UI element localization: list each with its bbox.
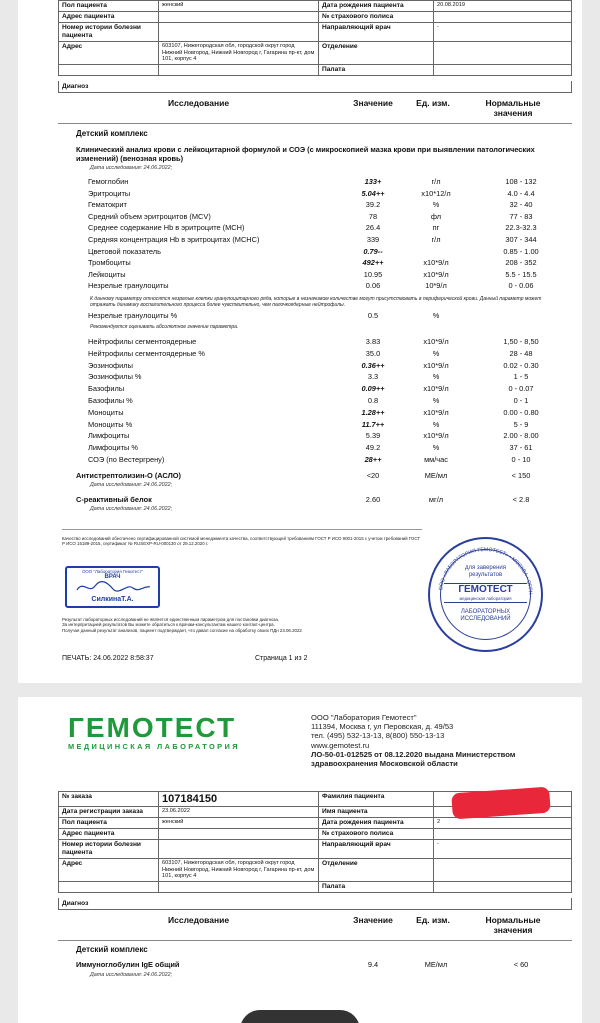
immature-note: К данному параметру относятся незрелые клетки гранулоцитарного ряда, которые в незначимом количестве могут присутствовать в периферической крови. Данный параметр может отражать динамику воспалительного процесса более чувствительно, чем палочкоядерные нейтрофилы. xyxy=(90,296,542,308)
result-row xyxy=(88,454,558,465)
result-row xyxy=(88,269,558,280)
result-value: 0.79-- xyxy=(363,246,383,256)
page-number: Страница 1 из 2 xyxy=(255,655,308,662)
info-label: № заказа xyxy=(59,792,159,807)
info-label: Пол пациента xyxy=(59,1,159,12)
result-unit: фл xyxy=(430,211,442,221)
col-ref: Нормальные значения xyxy=(485,915,541,935)
info-value xyxy=(159,12,319,23)
info-label: Номер истории болезни пациента xyxy=(59,840,159,859)
result-row xyxy=(88,211,558,222)
result-name: Эозинофилы xyxy=(88,360,133,370)
ige-row: Иммуноглобулин IgE общий 9.4 МЕ/мл < 60 xyxy=(76,960,529,969)
result-row xyxy=(88,257,558,268)
result-name: Гемоглобин xyxy=(88,177,129,186)
info-label: Адрес xyxy=(59,859,159,882)
result-ref: 0 - 0.07 xyxy=(508,384,534,394)
result-row xyxy=(88,430,558,441)
result-name: Базофилы % xyxy=(88,396,133,405)
result-ref: 0 - 0.06 xyxy=(508,281,534,291)
result-unit: % xyxy=(432,372,440,382)
info-value xyxy=(159,23,319,42)
info-value: женский xyxy=(159,1,319,12)
result-name: Цветовой показатель xyxy=(88,246,161,256)
info-value xyxy=(159,840,319,859)
result-unit: x10*9/л xyxy=(423,360,449,370)
result-row xyxy=(88,407,558,418)
info-value xyxy=(159,64,319,75)
result-ref: 28 - 48 xyxy=(509,348,533,358)
result-row xyxy=(88,234,558,245)
result-ref: 0 - 10 xyxy=(511,455,531,464)
cbc-date: Дата исследования: 24.06.2022; xyxy=(90,165,173,171)
result-name: Лейкоциты xyxy=(88,269,126,279)
disclaimer: Результат лабораторных исследований не является единственным параметром для постановки диагноза. За интерпретацией результатов Вы можете обратиться к врачам-консультантам нашего контакт-центра. Получая данный результат анализов, пациент подтверждает, что давал согласие на обработку своих ПДн 23.06.2022 xyxy=(62,617,302,633)
result-ref: 77 - 83 xyxy=(509,211,533,221)
gemotest-logo: ГЕМОТЕСТ МЕДИЦИНСКАЯ ЛАБОРАТОРИЯ xyxy=(68,712,240,751)
recommend-note: Рекомендуется оценивать абсолютное значение параметра. xyxy=(90,324,239,330)
info-value: 2 xyxy=(434,818,572,829)
result-name: СОЭ (по Вестергрену) xyxy=(88,455,165,464)
diagnosis-field: Диагноз xyxy=(58,898,572,910)
info-label: Палата xyxy=(319,881,434,892)
results-column-header xyxy=(58,913,572,941)
result-value: 49.2 xyxy=(365,443,381,453)
result-unit: x10*9/л xyxy=(423,337,449,346)
result-value: 39.2 xyxy=(365,200,381,210)
result-name: Эритроциты xyxy=(88,188,131,198)
col-ref: Нормальные значения xyxy=(485,98,541,118)
result-row xyxy=(88,280,558,291)
results-column-header xyxy=(58,96,572,124)
info-row xyxy=(59,23,572,42)
result-value: 5.04++ xyxy=(361,188,385,198)
col-unit: Ед. изм. xyxy=(416,915,450,925)
info-value xyxy=(434,42,572,65)
lab-address: ООО "Лаборатория Гемотест" 111394, Москва г, ул Перовская, д. 49/53 тел. (495) 532-13-13, 8(800) 550-13-13 www.gemotest.ru ЛО-50-01-012525 от 08.12.2020 выдана Министерством здравоохранения Московской области xyxy=(311,713,516,769)
result-ref: 0.85 - 1.00 xyxy=(503,246,539,256)
crp-row: С-реактивный белок 2.60 мг/л < 2.8 xyxy=(76,495,530,504)
result-unit: мм/час xyxy=(424,455,448,464)
result-value: 1.28++ xyxy=(361,407,385,417)
quality-text: Качество исследований обеспечено сертифицированной системой менеджмента качества, соответствующей требованиям ГОСТ Р ИСО 9001-2015 с учетом требований ГОСТ Р ИСО 15189-2015, сертификат № RUSEXP-RU-000130 от 29.12.2020 г. xyxy=(62,536,421,547)
print-timestamp: ПЕЧАТЬ: 24.06.2022 8:58:37 xyxy=(62,655,154,662)
result-name: Лимфоциты % xyxy=(88,443,138,453)
result-row xyxy=(88,360,558,371)
result-name: Лимфоциты xyxy=(88,431,130,441)
result-value: 492++ xyxy=(362,258,384,268)
result-value: 35.0 xyxy=(365,348,381,358)
result-name: Эозинофилы % xyxy=(88,372,142,382)
result-unit: г/л xyxy=(431,177,441,186)
info-row xyxy=(59,12,572,23)
info-row xyxy=(59,1,572,12)
result-value: 5.39 xyxy=(365,431,381,441)
result-unit: % xyxy=(432,348,440,358)
result-ref: 2.00 - 8.00 xyxy=(503,431,539,441)
result-value: 11.7++ xyxy=(361,419,385,429)
result-unit: x10*9/л xyxy=(423,431,449,441)
info-value xyxy=(434,12,572,23)
info-row xyxy=(59,840,572,859)
info-label: Адрес пациента xyxy=(59,829,159,840)
lab-seal: ООО «ЛАБОРАТОРИЯ ГЕМОТЕСТ» • МОСКВА • ОГРН для заверения результатов ГЕМОТЕСТ медицинская лаборатория ЛАБОРАТОРНЫХ ИССЛЕДОВАНИЙ xyxy=(428,537,543,652)
col-test: Исследование xyxy=(168,915,230,925)
result-name: Тромбоциты xyxy=(88,258,131,268)
result-value: 78 xyxy=(368,211,378,221)
info-value: 603107, Нижегородская обл, городской округ город Нижний Новгород, Нижний Новгород г, Гагарина пр-кт, дом 101, корпус 4 xyxy=(159,859,319,882)
section-title: Детский комплекс xyxy=(76,945,148,954)
divider xyxy=(62,529,422,530)
aslo-row: Антистрептолизин-О (АСЛО) <20 МЕ/мл < 150 xyxy=(76,471,531,480)
result-value: 3.83 xyxy=(365,337,381,346)
result-value: 133+ xyxy=(364,177,382,186)
result-value: 0.06 xyxy=(365,281,381,291)
result-value: 0.8 xyxy=(367,396,379,405)
result-row xyxy=(88,348,558,359)
result-ref: 32 - 40 xyxy=(509,200,533,210)
result-ref: 22.3-32.3 xyxy=(505,223,537,233)
result-row xyxy=(88,336,558,347)
cbc-title: Клинический анализ крови с лейкоцитарной формулой и СОЭ (с микроскопией мазка крови при выявлении патологических изменений) (венозная кровь) xyxy=(76,145,535,163)
svg-text:ООО «ЛАБОРАТОРИЯ ГЕМОТЕСТ» • М: ООО «ЛАБОРАТОРИЯ ГЕМОТЕСТ» • МОСКВА • ОГРН xyxy=(438,546,534,595)
info-value: - xyxy=(434,23,572,42)
info-label: Дата рождения пациента xyxy=(319,818,434,829)
result-ref: 0.02 - 0.30 xyxy=(503,360,539,370)
result-ref: 307 - 344 xyxy=(505,235,537,244)
info-label: Дата регистрации заказа xyxy=(59,807,159,818)
info-row xyxy=(59,859,572,882)
info-label: Направляющий врач xyxy=(319,840,434,859)
result-name: Средняя концентрация Hb в эритроцитах (MCHC) xyxy=(88,235,260,244)
info-value: 107184150 xyxy=(159,792,319,807)
result-unit: x10*9/л xyxy=(423,407,449,417)
info-value xyxy=(434,64,572,75)
result-value: 3.3 xyxy=(367,372,379,382)
result-unit: % xyxy=(432,396,440,405)
result-row xyxy=(88,442,558,453)
result-name: Базофилы xyxy=(88,384,125,394)
result-name: Средний объем эритроцитов (MCV) xyxy=(88,211,211,221)
result-ref: 5.5 - 15.5 xyxy=(505,269,537,279)
aslo-date: Дата исследования: 24.06.2022; xyxy=(90,482,173,488)
result-unit: x10*12/л xyxy=(421,188,451,198)
result-row xyxy=(88,188,558,199)
result-value: 28++ xyxy=(364,455,382,464)
result-unit: 10*9/л xyxy=(425,281,447,291)
result-name: Нейтрофилы сегментоядерные xyxy=(88,337,197,346)
result-row xyxy=(88,371,558,382)
crp-date: Дата исследования: 24.06.2022; xyxy=(90,506,173,512)
result-ref: 5 - 9 xyxy=(513,419,529,429)
info-label: Адрес xyxy=(59,42,159,65)
info-row xyxy=(59,818,572,829)
result-value: 10.95 xyxy=(363,269,383,279)
info-row xyxy=(59,64,572,75)
col-value: Значение xyxy=(353,915,393,925)
result-value: 26.4 xyxy=(365,223,381,233)
col-value: Значение xyxy=(353,98,393,108)
result-unit: % xyxy=(432,200,440,210)
result-value: 0.36++ xyxy=(361,360,385,370)
result-ref: 108 - 132 xyxy=(505,177,537,186)
result-value: 0.09++ xyxy=(361,384,385,394)
info-label: Направляющий врач xyxy=(319,23,434,42)
info-label: Пол пациента xyxy=(59,818,159,829)
info-value: 603107, Нижегородская обл, городской округ город Нижний Новгород, Нижний Новгород г, Гагарина пр-кт, дом 101, корпус 4 xyxy=(159,42,319,65)
info-label: Имя пациента xyxy=(319,807,434,818)
col-test: Исследование xyxy=(168,98,230,108)
info-value: 23.06.2022 xyxy=(159,807,319,818)
info-row xyxy=(59,42,572,65)
info-value xyxy=(434,859,572,882)
result-ref: 1,50 - 8,50 xyxy=(503,337,539,346)
result-unit: x10*9/л xyxy=(423,384,449,394)
info-label: Дата рождения пациента xyxy=(319,1,434,12)
info-value xyxy=(434,829,572,840)
info-value xyxy=(159,881,319,892)
result-row xyxy=(88,395,558,406)
info-label: Номер истории болезни пациента xyxy=(59,23,159,42)
result-row xyxy=(88,222,558,233)
info-row xyxy=(59,829,572,840)
patient-info-table xyxy=(58,0,572,76)
info-label: № страхового полиса xyxy=(319,829,434,840)
result-row xyxy=(88,246,558,257)
info-label: Палата xyxy=(319,64,434,75)
info-label: № страхового полиса xyxy=(319,12,434,23)
result-unit: пг xyxy=(432,223,440,233)
result-name: Нейтрофилы сегментоядерные % xyxy=(88,348,205,358)
result-ref: 0.00 - 0.80 xyxy=(503,407,539,417)
result-ref: 1 - 5 xyxy=(513,372,529,382)
diagnosis-field: Диагноз xyxy=(58,81,572,93)
col-unit: Ед. изм. xyxy=(416,98,450,108)
result-unit: x10*9/л xyxy=(423,258,449,268)
info-value: 20.08.2019 xyxy=(434,1,572,12)
result-row xyxy=(88,176,558,187)
info-label: Адрес пациента xyxy=(59,12,159,23)
result-ref: 208 - 352 xyxy=(505,258,537,268)
info-value: женский xyxy=(159,818,319,829)
result-name: Моноциты % xyxy=(88,419,133,429)
result-row xyxy=(88,419,558,430)
overlay-button[interactable] xyxy=(240,1010,360,1023)
result-ref: 0 - 1 xyxy=(513,396,529,405)
result-unit: % xyxy=(432,443,440,453)
ige-date: Дата исследования: 24.06.2022; xyxy=(90,972,173,978)
section-title: Детский комплекс xyxy=(76,129,148,138)
info-label: Отделение xyxy=(319,859,434,882)
result-name: Гематокрит xyxy=(88,200,127,210)
result-value: 339 xyxy=(366,235,380,244)
info-label: Фамилия пациента xyxy=(319,792,434,807)
result-name: Среднее содержание Hb в эритроците (MCH) xyxy=(88,223,245,233)
doctor-stamp: ООО "Лаборатория Гемотест" ВРАЧ СилкинаТ.А. xyxy=(65,566,160,608)
result-unit: x10*9/л xyxy=(423,269,449,279)
result-ref: 37 - 61 xyxy=(509,443,533,453)
signature-icon xyxy=(73,580,153,594)
result-row: Незрелые гранулоциты % 0.5 % xyxy=(88,311,440,320)
result-unit: г/л xyxy=(431,235,441,244)
result-name: Моноциты xyxy=(88,407,124,417)
info-value xyxy=(159,829,319,840)
result-row xyxy=(88,383,558,394)
info-label xyxy=(59,64,159,75)
info-value xyxy=(434,881,572,892)
info-label xyxy=(59,881,159,892)
info-label: Отделение xyxy=(319,42,434,65)
info-value: - xyxy=(434,840,572,859)
result-name: Незрелые гранулоциты xyxy=(88,281,169,291)
result-row xyxy=(88,199,558,210)
result-ref: 4.0 - 4.4 xyxy=(507,188,535,198)
result-unit: % xyxy=(432,419,440,429)
info-row xyxy=(59,881,572,892)
